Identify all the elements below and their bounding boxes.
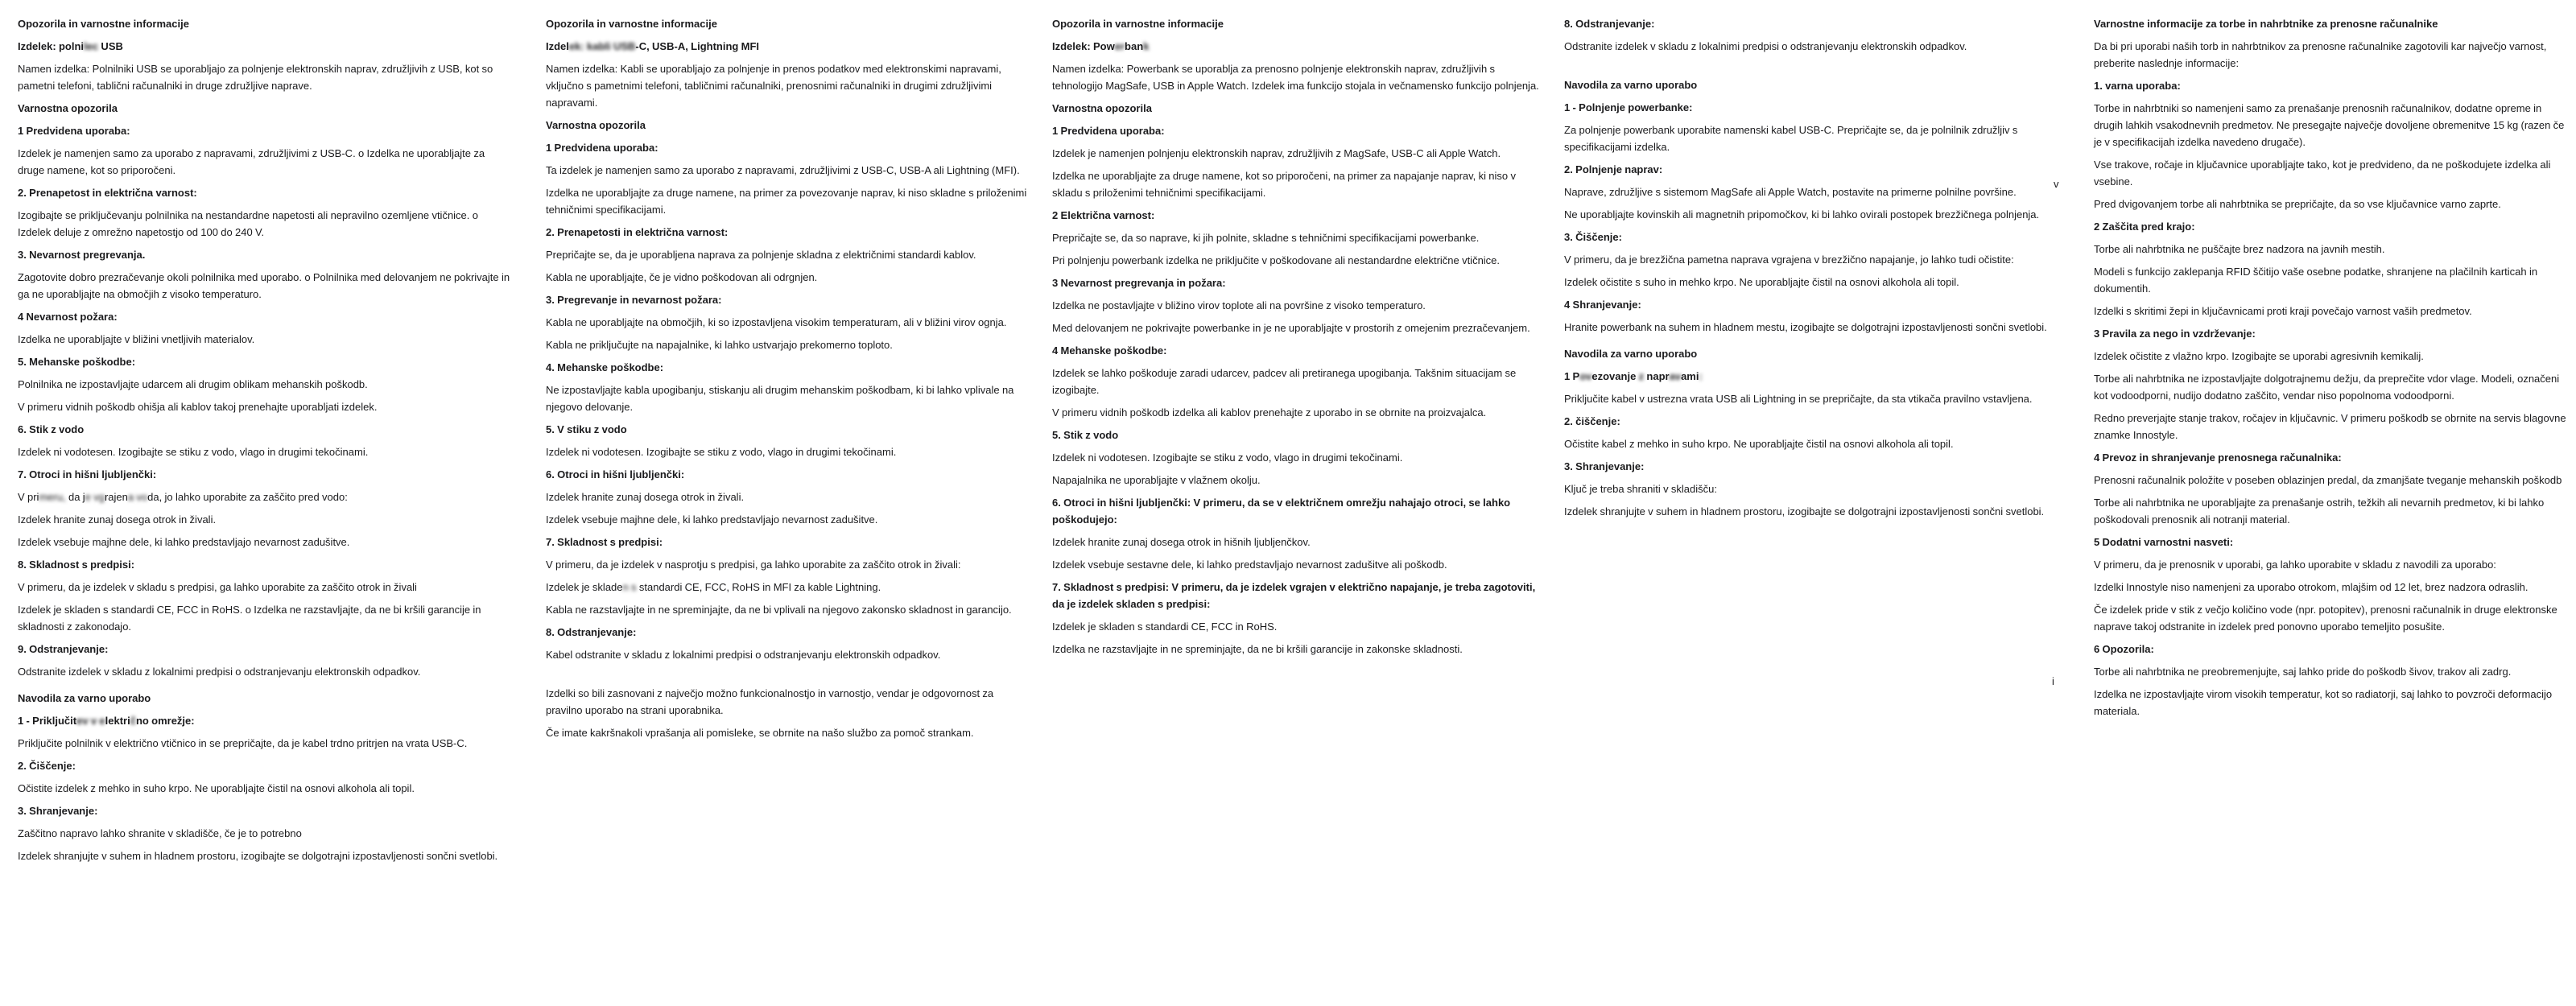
paragraph: Redno preverjajte stanje trakov, ročajev in ključavnic. V primeru poškodb se obrnite na servis blagovne znamke Innostyle.	[2094, 412, 2566, 441]
paragraph: Polnilnika ne izpostavljajte udarcem ali drugim oblikam mehanskih poškodb.	[18, 378, 368, 390]
section-heading: Varnostna opozorila	[546, 119, 646, 131]
section-heading: Navodila za varno uporabo	[1564, 348, 1698, 360]
section-heading: 8. Odstranjevanje:	[546, 626, 637, 638]
section-heading: 2 Električna varnost:	[1052, 209, 1155, 221]
paragraph: V primeru, da je brezžična pametna naprava vgrajena v brezžično napajanje, jo lahko tudi očistite:	[1564, 254, 2014, 266]
paragraph: Izdelek je namenjen samo za uporabo z napravami, združljivimi z USB-C. o Izdelka ne uporabljajte za druge namene, kot so priporočeni.	[18, 147, 485, 176]
paragraph: Odstranite izdelek v skladu z lokalnimi predpisi o odstranjevanju elektronskih odpadkov.	[1564, 40, 1967, 52]
paragraph: Da bi pri uporabi naših torb in nahrbtnikov za prenosne računalnike zagotovili kar največjo varnost, preberite naslednje informacije:	[2094, 40, 2547, 69]
paragraph: Naprave, združljive s sistemom MagSafe ali Apple Watch, postavite na primerne polnilne površine.	[1564, 186, 2017, 198]
paragraph: V primeru vidnih poškodb ohišja ali kablov takoj prenehajte uporabljati izdelek.	[18, 401, 378, 413]
paragraph: Prepričajte se, da so naprave, ki jih polnite, skladne s tehničnimi specifikacijami powerbanke.	[1052, 232, 1480, 244]
paragraph: Izdelka ne izpostavljajte virom visokih temperatur, kot so radiatorji, saj lahko to povzroči deformacijo materiala.	[2094, 688, 2553, 717]
paragraph: Torbe ali nahrbtnika ne uporabljajte za prenašanje ostrih, težkih ali nevarnih predmetov, ki bi lahko poškodovali prenosnik ali notranji material.	[2094, 497, 2545, 526]
blurred-text: ev v e	[76, 715, 105, 727]
blurred-text: lec	[84, 40, 99, 52]
paragraph: Zagotovite dobro prezračevanje okoli polnilnika med uporabo. o Polnilnika med delovanjem ne pokrivajte in ga ne uporabljajte na območjih z visoko temperaturo.	[18, 271, 510, 300]
section-heading: 3. Čiščenje:	[1564, 231, 1622, 243]
paragraph: Če imate kakršnakoli vprašanja ali pomisleke, se obrnite na našo službo za pomoč strankam.	[546, 727, 974, 739]
section-heading: 2. čiščenje:	[1564, 415, 1620, 427]
paragraph: Kabla ne uporabljajte na območjih, ki so izpostavljena visokim temperaturam, ali v bližini virov ognja.	[546, 316, 1007, 328]
section-heading: 2. Prenapetosti in električna varnost:	[546, 226, 729, 238]
section-heading: 3. Shranjevanje:	[18, 805, 98, 817]
paragraph: Izdelka ne razstavljajte in ne spreminjajte, da ne bi kršili garancije in zakonske skladnosti.	[1052, 643, 1463, 655]
blurred-text: er	[1114, 40, 1125, 52]
paragraph: Namen izdelka: Polnilniki USB se uporabljajo za polnjenje elektronskih naprav, združljivih z USB, kot so pametni telefoni, tablični računalniki in druge združljive naprave.	[18, 63, 493, 92]
paragraph: Namen izdelka: Kabli se uporabljajo za polnjenje in prenos podatkov med elektronskimi napravami, vključno s pametnimi telefoni, tabličnimi računalniki, prenosnimi računalniki in drugimi združljivimi napravami.	[546, 63, 1001, 109]
column-powerbank	[1052, 15, 1543, 663]
paragraph: Prenosni računalnik položite v poseben oblazinjen predal, da zmanjšate tveganje mehanskih poškodb	[2094, 474, 2562, 486]
section-heading: 4. Mehanske poškodbe:	[546, 361, 664, 373]
paragraph: Izdelki Innostyle niso namenjeni za uporabo otrokom, mlajšim od 12 let, brez nadzora odraslih.	[2094, 581, 2529, 593]
section-heading: 1 Predvidena uporaba:	[546, 142, 658, 154]
section-heading: Navodila za varno uporabo	[18, 692, 151, 704]
section-heading: 4 Shranjevanje:	[1564, 299, 1641, 311]
blurred-text: a vo	[127, 491, 148, 503]
paragraph: Izdelek hranite zunaj dosega otrok in hišnih ljubljenčkov.	[1052, 536, 1311, 548]
section-heading: 2 Zaščita pred krajo:	[2094, 221, 2195, 233]
paragraph: Prepričajte se, da je uporabljena naprava za polnjenje skladna z električnimi standardi kablov.	[546, 249, 976, 261]
section-heading: 1 Povezovanje z napravami:	[1564, 370, 1703, 382]
section-heading: Izdelek: kabli USB-C, USB-A, Lightning MFI	[546, 40, 760, 52]
blurred-text: av	[1669, 370, 1682, 382]
section-heading: 4 Prevoz in shranjevanje prenosnega računalnika:	[2094, 451, 2342, 464]
section-heading: 6 Opozorila:	[2094, 643, 2154, 655]
column-cables	[546, 15, 1032, 747]
paragraph: V primeru, da je prenosnik v uporabi, ga lahko uporabite v skladu z navodili za uporabo:	[2094, 559, 2496, 571]
section-heading: 5. Mehanske poškodbe:	[18, 356, 136, 368]
section-heading: 1 - Polnjenje powerbanke:	[1564, 101, 1693, 113]
paragraph: Izdelek je namenjen polnjenju elektronskih naprav, združljivih z MagSafe, USB-C ali Apple Watch.	[1052, 147, 1501, 159]
section-heading: Varnostne informacije za torbe in nahrbtnike za prenosne računalnike	[2094, 18, 2438, 30]
stray-glyph: i	[2052, 675, 2054, 687]
section-heading: 4 Mehanske poškodbe:	[1052, 344, 1167, 357]
paragraph: Izdelek je skladen s standardi CE, FCC, RoHS in MFI za kable Lightning.	[546, 581, 881, 593]
paragraph: V primeru vidnih poškodb izdelka ali kablov prenehajte z uporabo in se obrnite na proizvajalca.	[1052, 406, 1487, 418]
section-heading: 1 Predvidena uporaba:	[18, 125, 130, 137]
paragraph: Izdelek vsebuje majhne dele, ki lahko predstavljajo nevarnost zadušitve.	[18, 536, 350, 548]
section-heading: 2. Polnjenje naprav:	[1564, 163, 1663, 175]
paragraph: V primeru, da je izdelek v skladu s predpisi, ga lahko uporabite za zaščito otrok in živali	[18, 581, 417, 593]
section-heading: 4 Nevarnost požara:	[18, 311, 118, 323]
section-heading: 6. Otroci in hišni ljubljenčki:	[546, 468, 685, 480]
section-heading: 1. varna uporaba:	[2094, 80, 2181, 92]
paragraph: Izdelek očistite z vlažno krpo. Izogibajte se uporabi agresivnih kemikalij.	[2094, 350, 2424, 362]
section-heading: 3. Nevarnost pregrevanja.	[18, 249, 146, 261]
paragraph: V primeru, da je vgrajena voda, jo lahko uporabite za zaščito pred vodo:	[18, 491, 348, 503]
section-heading: 5 Dodatni varnostni nasveti:	[2094, 536, 2234, 548]
section-heading: 6. Stik z vodo	[18, 423, 85, 435]
paragraph: Ne uporabljajte kovinskih ali magnetnih pripomočkov, ki bi lahko ovirali postopek brezžičnega polnjenja.	[1564, 208, 2040, 221]
paragraph: Ključ je treba shraniti v skladišču:	[1564, 483, 1717, 495]
paragraph: Očistite izdelek z mehko in suho krpo. Ne uporabljajte čistil na osnovi alkohola ali topil.	[18, 782, 415, 794]
paragraph: Pri polnjenju powerbank izdelka ne priključite v poškodovane ali nestandardne električne vtičnice.	[1052, 254, 1501, 266]
stray-glyph: v	[2054, 178, 2059, 190]
blurred-text: z	[1638, 370, 1645, 382]
section-heading: Opozorila in varnostne informacije	[546, 18, 717, 30]
blurred-text: n s	[622, 581, 637, 593]
section-heading: Opozorila in varnostne informacije	[1052, 18, 1224, 30]
section-heading: 1 Predvidena uporaba:	[1052, 125, 1165, 137]
paragraph: Izdelek vsebuje sestavne dele, ki lahko predstavljajo nevarnost zadušitve ali poškodb.	[1052, 559, 1447, 571]
paragraph: Izdelek shranjujte v suhem in hladnem prostoru, izogibajte se dolgotrajni izpostavljenosti sončni svetlobi.	[1564, 505, 2045, 517]
paragraph: Izdelek ni vodotesen. Izogibajte se stiku z vodo, vlago in drugimi tekočinami.	[1052, 451, 1403, 464]
paragraph: Med delovanjem ne pokrivajte powerbanke in je ne uporabljajte v prostorih z omejenim prezračevanjem.	[1052, 322, 1530, 334]
paragraph: Ne izpostavljajte kabla upogibanju, stiskanju ali drugim mehanskim poškodbam, ki bi lahko vplivale na njegovo delovanje.	[546, 384, 1014, 413]
paragraph: Izdelek hranite zunaj dosega otrok in živali.	[546, 491, 745, 503]
paragraph: Izdelek vsebuje majhne dele, ki lahko predstavljajo nevarnost zadušitve.	[546, 513, 878, 526]
paragraph: Kabla ne priključujte na napajalnike, ki lahko ustvarjajo prekomerno toploto.	[546, 339, 893, 351]
section-heading: 7. Skladnost s predpisi: V primeru, da je izdelek vgrajen v električno napajanje, je treba zagotoviti, da je izdelek skladen s predpisi:	[1052, 581, 1536, 610]
paragraph: Napajalnika ne uporabljajte v vlažnem okolju.	[1052, 474, 1261, 486]
blurred-text: k	[1143, 40, 1150, 52]
paragraph: Izdelka ne uporabljajte za druge namene, na primer za povezovanje naprav, ki niso skladne s priloženimi tehničnimi specifikacijami.	[546, 187, 1027, 216]
paragraph: Ta izdelek je namenjen samo za uporabo z napravami, združljivimi z USB-C, USB-A ali Lightning (MFI).	[546, 164, 1020, 176]
paragraph: Kabel odstranite v skladu z lokalnimi predpisi o odstranjevanju elektronskih odpadkov.	[546, 649, 941, 661]
paragraph: Hranite powerbank na suhem in hladnem mestu, izogibajte se dolgotrajni izpostavljenosti sončni svetlobi.	[1564, 321, 2047, 333]
section-heading: Navodila za varno uporabo	[1564, 79, 1698, 91]
section-heading: Izdelek: polnilec USB	[18, 40, 123, 52]
paragraph: Kabla ne razstavljajte in ne spreminjajte, da ne bi vplivali na njegovo zakonsko skladnost in garancijo.	[546, 604, 1012, 616]
paragraph: Zaščitno napravo lahko shranite v skladišče, če je to potrebno	[18, 827, 302, 839]
paragraph: Torbe in nahrbtniki so namenjeni samo za prenašanje prenosnih računalnikov, dodatne opreme in drugih lahkih vsakodnevnih predmetov. Ne presegajte največje dovoljene obremenitve 15 kg (razen če je v specifikacijah izdelka navedeno drugače).	[2094, 102, 2565, 148]
blurred-text: ek: kabli USB	[568, 40, 636, 52]
paragraph: Priključite polnilnik v električno vtičnico in se prepričajte, da je kabel trdno pritrjen na vrata USB-C.	[18, 737, 468, 749]
section-heading: 3. Shranjevanje:	[1564, 460, 1645, 472]
blurred-text: č	[130, 715, 136, 727]
paragraph: Kabla ne uporabljajte, če je vidno poškodovan ali odrgnjen.	[546, 271, 818, 283]
paragraph: Odstranite izdelek v skladu z lokalnimi predpisi o odstranjevanju elektronskih odpadkov.	[18, 666, 421, 678]
blurred-text: e vg	[85, 491, 105, 503]
section-heading: 9. Odstranjevanje:	[18, 643, 109, 655]
section-heading: Varnostna opozorila	[1052, 102, 1152, 114]
paragraph: Izdelki s skritimi žepi in ključavnicami proti kraji povečajo varnost vaših predmetov.	[2094, 305, 2472, 317]
section-heading: 5. V stiku z vodo	[546, 423, 627, 435]
section-heading: 8. Skladnost s predpisi:	[18, 559, 135, 571]
section-heading: 7. Skladnost s predpisi:	[546, 536, 663, 548]
paragraph: Izdelka ne uporabljajte v bližini vnetljivih materialov.	[18, 333, 255, 345]
paragraph: Za polnjenje powerbank uporabite namenski kabel USB-C. Prepričajte se, da je polnilnik združljiv s specifikacijami izdelka.	[1564, 124, 2018, 153]
column-usb-charger	[18, 15, 510, 870]
paragraph: V primeru, da je izdelek v nasprotju s predpisi, ga lahko uporabite za zaščito otrok in živali:	[546, 559, 961, 571]
paragraph: Izdelki so bili zasnovani z največjo možno funkcionalnostjo in varnostjo, vendar je odgovornost za pravilno uporabo na strani uporabnika.	[546, 687, 994, 716]
section-heading: Opozorila in varnostne informacije	[18, 18, 189, 30]
paragraph: Priključite kabel v ustrezna vrata USB ali Lightning in se prepričajte, da sta vtikača pravilno vstavljena.	[1564, 393, 2033, 405]
section-heading: 7. Otroci in hišni ljubljenčki:	[18, 468, 157, 480]
paragraph: Izdelek ni vodotesen. Izogibajte se stiku z vodo, vlago in drugimi tekočinami.	[546, 446, 897, 458]
paragraph: Modeli s funkcijo zaklepanja RFID ščitijo vaše osebne podatke, shranjene na plačilnih karticah in dokumentih.	[2094, 266, 2538, 295]
paragraph: Očistite kabel z mehko in suho krpo. Ne uporabljajte čistil na osnovi alkohola ali topil.	[1564, 438, 1954, 450]
blurred-text: meru,	[39, 491, 66, 503]
section-heading: 2. Čiščenje:	[18, 760, 76, 772]
paragraph: Izdelek hranite zunaj dosega otrok in živali.	[18, 513, 217, 526]
paragraph: Izogibajte se priključevanju polnilnika na nestandardne napetosti ali nepravilno ozemljene vtičnice. o Izdelek deluje z omrežno napetostjo od 100 do 240 V.	[18, 209, 478, 238]
section-heading: 5. Stik z vodo	[1052, 429, 1119, 441]
paragraph: Torbe ali nahrbtnika ne preobremenjujte, saj lahko pride do poškodb šivov, trakov ali zadrg.	[2094, 666, 2512, 678]
paragraph: Izdelka ne uporabljajte za druge namene, kot so priporočeni, na primer za napajanje naprav, ki niso v skladu s priloženimi tehničnimi specifikacijami.	[1052, 170, 1516, 199]
section-heading: 3 Nevarnost pregrevanja in požara:	[1052, 277, 1226, 289]
section-heading: 3 Pravila za nego in vzdrževanje:	[2094, 328, 2256, 340]
section-heading: 2. Prenapetost in električna varnost:	[18, 187, 197, 199]
paragraph: Izdelek očistite s suho in mehko krpo. Ne uporabljajte čistil na osnovi alkohola ali topil.	[1564, 276, 1959, 288]
paragraph: Torbe ali nahrbtnika ne izpostavljajte dolgotrajnemu dežju, da preprečite vdor vlage. Modeli, označeni kot vodoodporni, nudijo dodatno zaščito, vendar niso popolnoma vodoodporni.	[2094, 373, 2560, 402]
paragraph: Vse trakove, ročaje in ključavnice uporabljajte tako, kot je predvideno, da ne poškodujete izdelka ali vsebine.	[2094, 159, 2551, 188]
column-laptop-bags	[2094, 15, 2570, 725]
section-heading: Varnostna opozorila	[18, 102, 118, 114]
section-heading: 6. Otroci in hišni ljubljenčki: V primeru, da se v električnem omrežju nahajajo otroci, se lahko poškodujejo:	[1052, 497, 1511, 526]
blurred-text: ov	[1579, 370, 1592, 382]
blurred-text: :	[1699, 370, 1703, 382]
paragraph: Izdelek ni vodotesen. Izogibajte se stiku z vodo, vlago in drugimi tekočinami.	[18, 446, 369, 458]
paragraph: Torbe ali nahrbtnika ne puščajte brez nadzora na javnih mestih.	[2094, 243, 2385, 255]
section-heading: 3. Pregrevanje in nevarnost požara:	[546, 294, 722, 306]
section-heading: Izdelek: Powerbank	[1052, 40, 1150, 52]
paragraph: Če izdelek pride v stik z večjo količino vode (npr. potopitev), prenosni računalnik in druge elektronske naprave takoj odstranite in izdelek pred ponovno uporabo temeljito posušite.	[2094, 604, 2557, 633]
paragraph: Pred dvigovanjem torbe ali nahrbtnika se prepričajte, da so vse ključavnice varno zaprte.	[2094, 198, 2501, 210]
paragraph: Izdelek je skladen s standardi CE, FCC in RoHS. o Izdelka ne razstavljajte, da ne bi kršili garancije in skladnosti z zakonodajo.	[18, 604, 481, 633]
paragraph: Izdelek se lahko poškoduje zaradi udarcev, padcev ali pretiranega upogibanja. Takšnim situacijam se izogibajte.	[1052, 367, 1517, 396]
paragraph: Izdelka ne postavljajte v bližino virov toplote ali na površine z visoko temperaturo.	[1052, 299, 1426, 311]
paragraph: Namen izdelka: Powerbank se uporablja za prenosno polnjenje elektronskih naprav, združljivih s tehnologijo MagSafe, USB in Apple Watch. Izdelek ima funkcijo stojala in večnamensko funkcijo polnjenja.	[1052, 63, 1539, 92]
section-heading: 1 - Priključitev v električno omrežje:	[18, 715, 195, 727]
paragraph: Izdelek je skladen s standardi CE, FCC in RoHS.	[1052, 621, 1278, 633]
section-heading: 8. Odstranjevanje:	[1564, 18, 1655, 30]
paragraph: Izdelek shranjujte v suhem in hladnem prostoru, izogibajte se dolgotrajni izpostavljenosti sončni svetlobi.	[18, 850, 498, 862]
column-powerbank-usage	[1564, 15, 2055, 526]
